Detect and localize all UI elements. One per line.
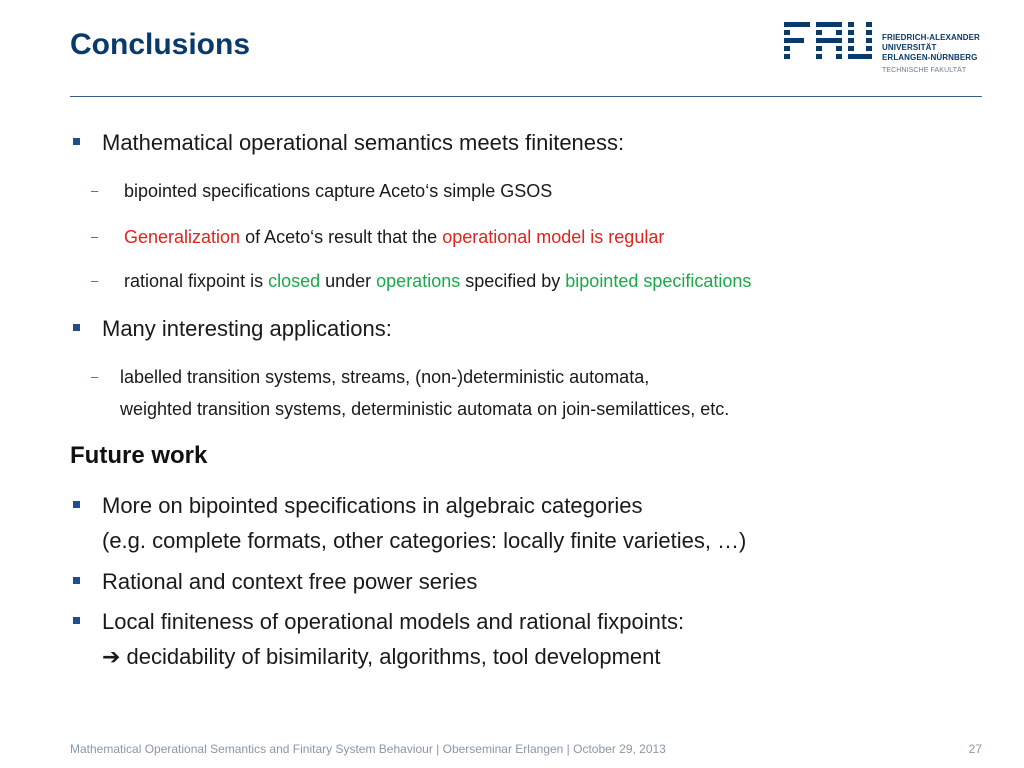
- sub-bullet-aceto: bipointed specifications capture Aceto‘s simple GSOS: [124, 181, 553, 201]
- page-number: 27: [968, 742, 982, 756]
- bullet-square-icon: [73, 324, 80, 331]
- sub-bullet-applications-line1: labelled transition systems, streams, (non-)deterministic automata,: [120, 367, 650, 387]
- highlight-operations: operations: [376, 271, 461, 291]
- sub-bullet-text: of Aceto‘s result that the: [240, 227, 443, 247]
- sub-bullet-rational-fixpoint: [124, 266, 751, 296]
- bullet-text: Local finiteness of operational models and rational fixpoints:: [102, 609, 685, 634]
- university-name-line3: ERLANGEN-NÜRNBERG: [882, 53, 978, 62]
- fau-logo: [782, 20, 982, 80]
- future-bullet-local-finiteness: [102, 607, 684, 637]
- arrow-right-icon: ➔: [102, 644, 121, 669]
- sub-bullet-generalization: [124, 222, 664, 252]
- future-work-heading: Future work: [70, 442, 208, 469]
- bullet-finiteness: [102, 128, 624, 158]
- sub-bullet-text: specified by: [460, 271, 566, 291]
- future-bullet-algebraic-line2: (e.g. complete formats, other categories: locally finite varieties, …): [102, 528, 747, 553]
- dash-icon: –: [91, 229, 99, 244]
- highlight-bipointed-specifications: bipointed specifications: [565, 271, 752, 291]
- slide-footer: Mathematical Operational Semantics and Finitary System Behaviour | Oberseminar Erlangen | October 29, 2013: [70, 742, 666, 756]
- highlight-operational-model: operational model is regular: [442, 227, 665, 247]
- bullet-square-icon: [73, 617, 80, 624]
- future-bullet-power-series: [102, 567, 477, 597]
- university-name-line2: UNIVERSITÄT: [882, 43, 937, 52]
- bullet-square-icon: [73, 501, 80, 508]
- sub-bullet-applications-line2: weighted transition systems, deterministic automata on join-semilattices, etc.: [120, 399, 730, 419]
- bullet-text: Many interesting applications:: [102, 316, 392, 341]
- highlight-generalization: Generalization: [124, 227, 241, 247]
- bullet-text: Rational and context free power series: [102, 569, 478, 594]
- university-name: [882, 33, 980, 63]
- highlight-closed: closed: [268, 271, 321, 291]
- bullet-square-icon: [73, 577, 80, 584]
- bullet-square-icon: [73, 138, 80, 145]
- bullet-applications: [102, 314, 392, 344]
- sub-bullet-text: under: [320, 271, 377, 291]
- fau-logo-mark: [782, 20, 874, 64]
- bullet-text: Mathematical operational semantics meets finiteness:: [102, 130, 625, 155]
- university-name-line1: FRIEDRICH-ALEXANDER: [882, 33, 980, 42]
- title-divider: [70, 96, 982, 97]
- bullet-text: decidability of bisimilarity, algorithms, tool development: [120, 644, 661, 669]
- bullet-text: More on bipointed specifications in algebraic categories: [102, 493, 643, 518]
- faculty-name: TECHNISCHE FAKULTÄT: [882, 67, 967, 74]
- slide-title: Conclusions: [70, 28, 251, 61]
- sub-bullet-text: rational fixpoint is: [124, 271, 269, 291]
- dash-icon: –: [91, 273, 99, 288]
- dash-icon: –: [91, 183, 99, 198]
- future-bullet-algebraic: [102, 491, 643, 521]
- future-bullet-local-finiteness-line2: [102, 642, 661, 672]
- dash-icon: –: [91, 369, 99, 384]
